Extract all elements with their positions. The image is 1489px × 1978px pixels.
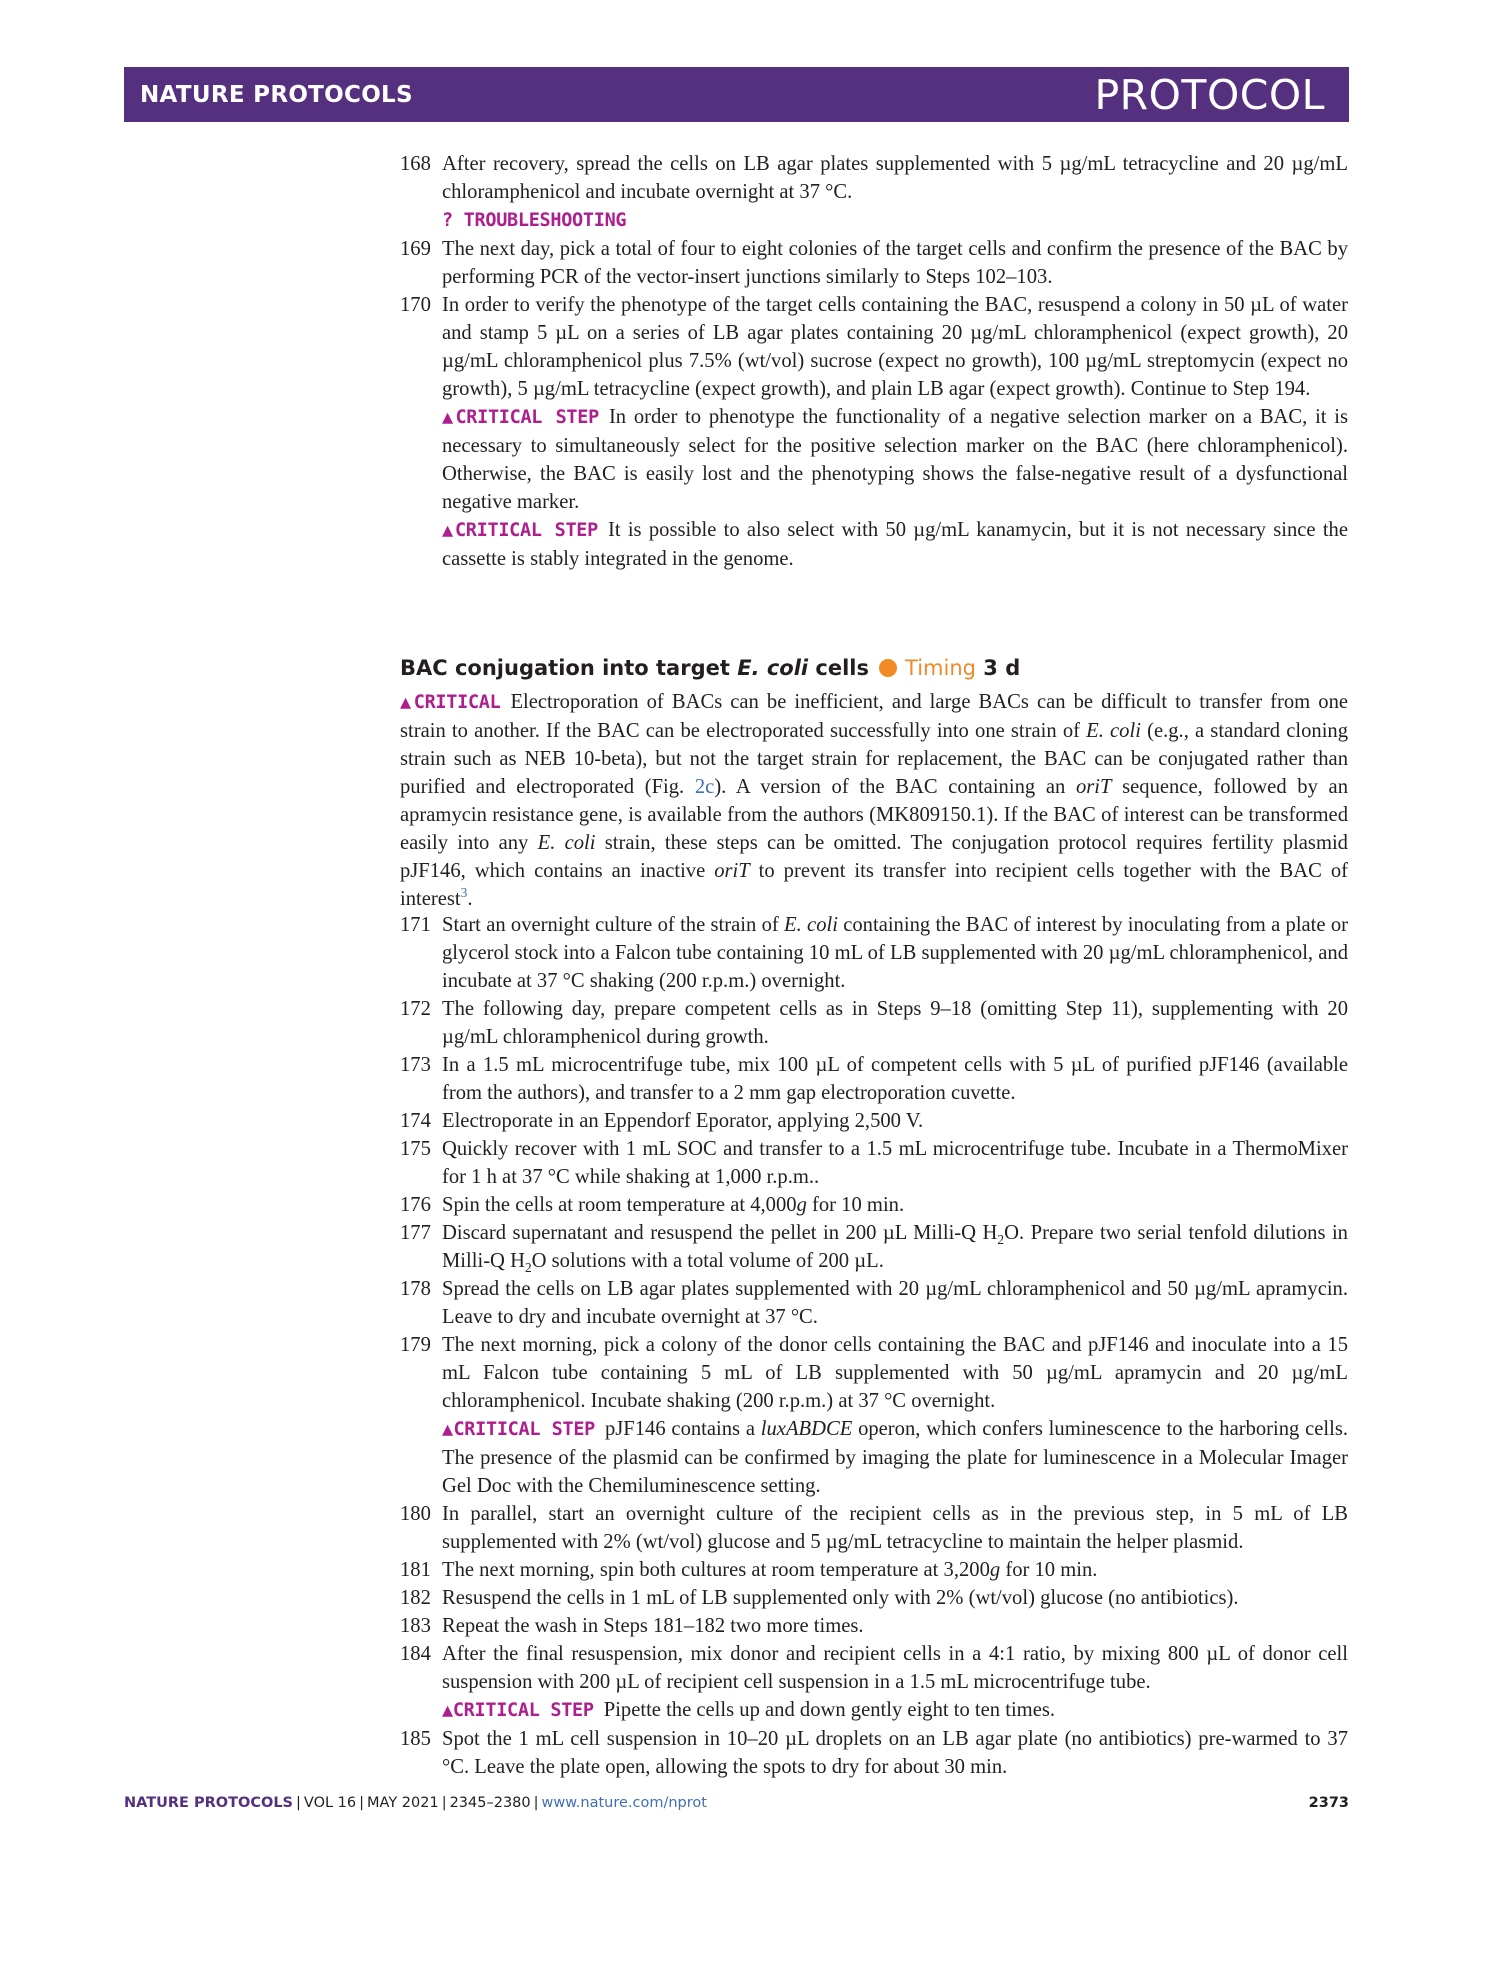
note-text: In order to phenotype the functionality of a negative selection marker on a BAC, it is necessary to simultaneously select for the positive selection marker on the BAC (here chloramphenicol). Otherwise, the BAC is easily lost and the phenotyping shows the false-negative result of a dysfunctional negative marker. <box>442 406 1348 513</box>
step-number: 185 <box>400 1728 431 1750</box>
critical-text: (e.g., a standard cloning strain such as NEB 10-beta), but not the target strain for replacement, the BAC can be conjugated rather than purified and electroporated (Fig. <box>400 720 1349 798</box>
step-number: 184 <box>400 1643 431 1665</box>
step-text: Resuspend the cells in 1 mL of LB supplemented only with 2% (wt/vol) glucose (no antibiotics). <box>442 1587 1239 1609</box>
step-text: The next day, pick a total of four to eight colonies of the target cells and confirm the presence of the BAC by performing PCR of the vector-insert junctions similarly to Steps 102–103. <box>442 238 1348 288</box>
step-number: 172 <box>400 998 431 1020</box>
step-182 <box>400 1584 1348 1612</box>
subscript: 2 <box>524 1260 532 1276</box>
gene-name: luxABDCE <box>760 1418 853 1440</box>
unit-g: g <box>989 1559 1001 1581</box>
footer-separator: | <box>533 1795 539 1811</box>
text-part: The next morning, spin both cultures at room temperature at 3,200 <box>442 1559 990 1581</box>
note-text: pJF146 contains a <box>605 1418 761 1440</box>
step-178 <box>400 1275 1348 1331</box>
timing-clock-icon <box>879 659 897 677</box>
text-part: Discard supernatant and resuspend the pellet in 200 µL Milli-Q H <box>442 1222 998 1244</box>
step-169 <box>400 235 1348 291</box>
footer-journal: NATURE PROTOCOLS <box>124 1795 294 1811</box>
step-number: 178 <box>400 1278 431 1300</box>
step-179 <box>400 1331 1348 1415</box>
critical-step-note <box>400 1696 1348 1725</box>
heading-title-italic: E. coli <box>737 656 809 680</box>
step-text: After recovery, spread the cells on LB agar plates supplemented with 5 µg/mL tetracycline and 20 µg/mL chloramphenicol and incubate overnight at 37 °C. <box>442 153 1348 203</box>
troubleshooting-note <box>400 206 1348 235</box>
critical-step-label: ▲CRITICAL STEP <box>442 520 598 541</box>
footer-separator: | <box>296 1795 301 1811</box>
step-number: 177 <box>400 1222 431 1244</box>
species-name: E. coli <box>537 832 596 854</box>
step-174 <box>400 1107 1348 1135</box>
critical-paragraph <box>400 688 1348 913</box>
step-171 <box>400 911 1348 995</box>
step-number: 179 <box>400 1334 431 1356</box>
steps-top <box>400 150 1348 573</box>
step-183 <box>400 1612 1348 1640</box>
step-number: 183 <box>400 1615 431 1637</box>
text-part: for 10 min. <box>806 1194 905 1216</box>
critical-text: to prevent its transfer into recipient cells together with the BAC of interest <box>400 860 1348 910</box>
step-175 <box>400 1135 1348 1191</box>
section-label: PROTOCOL <box>1094 71 1325 119</box>
step-text: Spread the cells on LB agar plates supplemented with 20 µg/mL chloramphenicol and 50 µg/mL apramycin. Leave to dry and incubate overnight at 37 °C. <box>442 1278 1348 1328</box>
text-part: Spin the cells at room temperature at 4,000 <box>442 1194 797 1216</box>
step-text: In parallel, start an overnight culture of the recipient cells as in the previous step, in 5 mL of LB supplemented with 2% (wt/vol) glucose and 5 µg/mL tetracycline to maintain the helper plasmid. <box>442 1503 1348 1553</box>
critical-step-label: ▲CRITICAL STEP <box>442 1419 595 1440</box>
text-part: Start an overnight culture of the strain of <box>442 914 785 936</box>
reference-link[interactable]: 3 <box>460 885 468 901</box>
gene-name: oriT <box>714 860 750 882</box>
step-text: In order to verify the phenotype of the target cells containing the BAC, resuspend a colony in 50 µL of water and stamp 5 µL on a series of LB agar plates containing 20 µg/mL chloramphenicol (expect growth), 20 µg/mL chloramphenicol plus 7.5% (wt/vol) sucrose (expect no growth), 100 µg/mL streptomycin (expect no growth), 5 µg/mL tetracycline (expect growth), and plain LB agar (expect growth). Continue to Step 194. <box>442 294 1348 400</box>
step-number: 169 <box>400 238 431 260</box>
step-185 <box>400 1725 1348 1781</box>
timing-label: Timing <box>905 656 976 680</box>
critical-text: sequence, followed by an apramycin resistance gene, is available from the authors (MK809150.1). If the BAC of interest can be transformed easily into any <box>400 776 1348 854</box>
step-170 <box>400 291 1348 403</box>
step-number: 175 <box>400 1138 431 1160</box>
section-heading <box>400 656 1348 680</box>
step-text: Quickly recover with 1 mL SOC and transfer to a 1.5 mL microcentrifuge tube. Incubate in a ThermoMixer for 1 h at 37 °C while shaking at 1,000 r.p.m.. <box>442 1138 1348 1188</box>
step-177 <box>400 1219 1348 1275</box>
header-bar <box>124 67 1349 122</box>
note-text: operon, which confers luminescence to the harboring cells. The presence of the plasmid can be confirmed by imaging the plate for luminescence in a Molecular Imager Gel Doc with the Chemiluminescence setting. <box>442 1418 1349 1497</box>
species-name: E. coli <box>784 914 838 936</box>
critical-step-note <box>400 403 1348 516</box>
text-part: containing the BAC of interest by inoculating from a plate or glycerol stock into a Falcon tube containing 10 mL of LB supplemented with 20 µg/mL chloramphenicol, and incubate at 37 °C shaking (200 r.p.m.) overnight. <box>442 914 1348 992</box>
step-number: 171 <box>400 914 431 936</box>
footer-separator: | <box>359 1795 365 1811</box>
step-text: Spot the 1 mL cell suspension in 10–20 µL droplets on an LB agar plate (no antibiotics) pre-warmed to 37 °C. Leave the plate open, allowing the spots to dry for about 30 min. <box>442 1728 1348 1778</box>
critical-text: . <box>467 888 473 910</box>
step-text <box>442 911 1348 995</box>
footer-date: MAY 2021 <box>367 1795 439 1811</box>
step-176 <box>400 1191 1348 1219</box>
step-text: Repeat the wash in Steps 181–182 two more times. <box>442 1615 864 1637</box>
step-text: Electroporate in an Eppendorf Eporator, applying 2,500 V. <box>442 1110 924 1132</box>
step-number: 174 <box>400 1110 431 1132</box>
step-number: 168 <box>400 153 431 175</box>
critical-text: ). A version of the BAC containing an <box>714 776 1076 798</box>
step-text <box>442 1556 1348 1584</box>
step-number: 176 <box>400 1194 431 1216</box>
timing-value: 3 d <box>983 656 1021 680</box>
critical-step-label: ▲CRITICAL STEP <box>442 1700 594 1721</box>
step-181 <box>400 1556 1348 1584</box>
heading-title-end: cells <box>808 656 870 680</box>
note-text: Pipette the cells up and down gently eight to ten times. <box>603 1699 1055 1721</box>
gene-name: oriT <box>1075 776 1112 798</box>
step-text <box>442 1219 1348 1275</box>
critical-text: Electroporation of BACs can be inefficient, and large BACs can be difficult to transfer from one strain to another. If the BAC can be electroporated successfully into one strain of <box>400 691 1349 742</box>
step-number: 181 <box>400 1559 431 1581</box>
text-part: for 10 min. <box>1000 1559 1098 1581</box>
troubleshooting-label: ? TROUBLESHOOTING <box>442 210 627 231</box>
critical-text: strain, these steps can be omitted. The conjugation protocol requires fertility plasmid pJF146, which contains an inactive <box>400 832 1348 882</box>
step-172 <box>400 995 1348 1051</box>
page-footer <box>124 1795 1349 1815</box>
species-name: E. coli <box>1086 720 1141 742</box>
critical-step-label: ▲CRITICAL STEP <box>442 407 599 428</box>
step-text: After the final resuspension, mix donor and recipient cells in a 4:1 ratio, by mixing 800 µL of donor cell suspension with 200 µL of recipient cell suspension in a 1.5 mL microcentrifuge tube. <box>442 1643 1348 1693</box>
page-number: 2373 <box>1308 1795 1349 1811</box>
steps-bottom <box>400 911 1348 1781</box>
note-text: It is possible to also select with 50 µg/mL kanamycin, but it is not necessary since the cassette is stably integrated in the genome. <box>442 519 1348 570</box>
step-184 <box>400 1640 1348 1696</box>
step-180 <box>400 1500 1348 1556</box>
footer-separator: | <box>441 1795 447 1811</box>
step-text: In a 1.5 mL microcentrifuge tube, mix 100 µL of competent cells with 5 µL of purified pJF146 (available from the authors), and transfer to a 2 mm gap electroporation cuvette. <box>442 1054 1348 1104</box>
step-text <box>442 1191 1348 1219</box>
step-number: 173 <box>400 1054 431 1076</box>
step-173 <box>400 1051 1348 1107</box>
step-168 <box>400 150 1348 206</box>
unit-g: g <box>796 1194 807 1216</box>
footer-volume: VOL 16 <box>303 1795 357 1811</box>
text-part: O solutions with a total volume of 200 µL. <box>531 1250 884 1272</box>
journal-name: NATURE PROTOCOLS <box>140 82 413 108</box>
subscript: 2 <box>997 1232 1005 1248</box>
figure-link[interactable]: 2c <box>694 776 715 798</box>
step-number: 182 <box>400 1587 431 1609</box>
step-number: 180 <box>400 1503 431 1525</box>
footer-pages: 2345–2380 <box>449 1795 531 1811</box>
footer-url-link[interactable]: www.nature.com/nprot <box>541 1795 707 1811</box>
step-text: The following day, prepare competent cells as in Steps 9–18 (omitting Step 11), supplementing with 20 µg/mL chloramphenicol during growth. <box>442 998 1348 1048</box>
text-part: O. Prepare two serial tenfold dilutions in Milli-Q H <box>442 1222 1348 1272</box>
step-text: The next morning, pick a colony of the donor cells containing the BAC and pJF146 and inoculate into a 15 mL Falcon tube containing 5 mL of LB supplemented with 50 µg/mL apramycin and 20 µg/mL chloramphenicol. Incubate shaking (200 r.p.m.) at 37 °C overnight. <box>442 1334 1348 1412</box>
heading-title: BAC conjugation into target <box>400 656 738 680</box>
critical-step-note <box>400 1415 1348 1500</box>
critical-step-note <box>400 516 1348 573</box>
step-number: 170 <box>400 294 431 316</box>
critical-label: ▲CRITICAL <box>400 692 501 713</box>
